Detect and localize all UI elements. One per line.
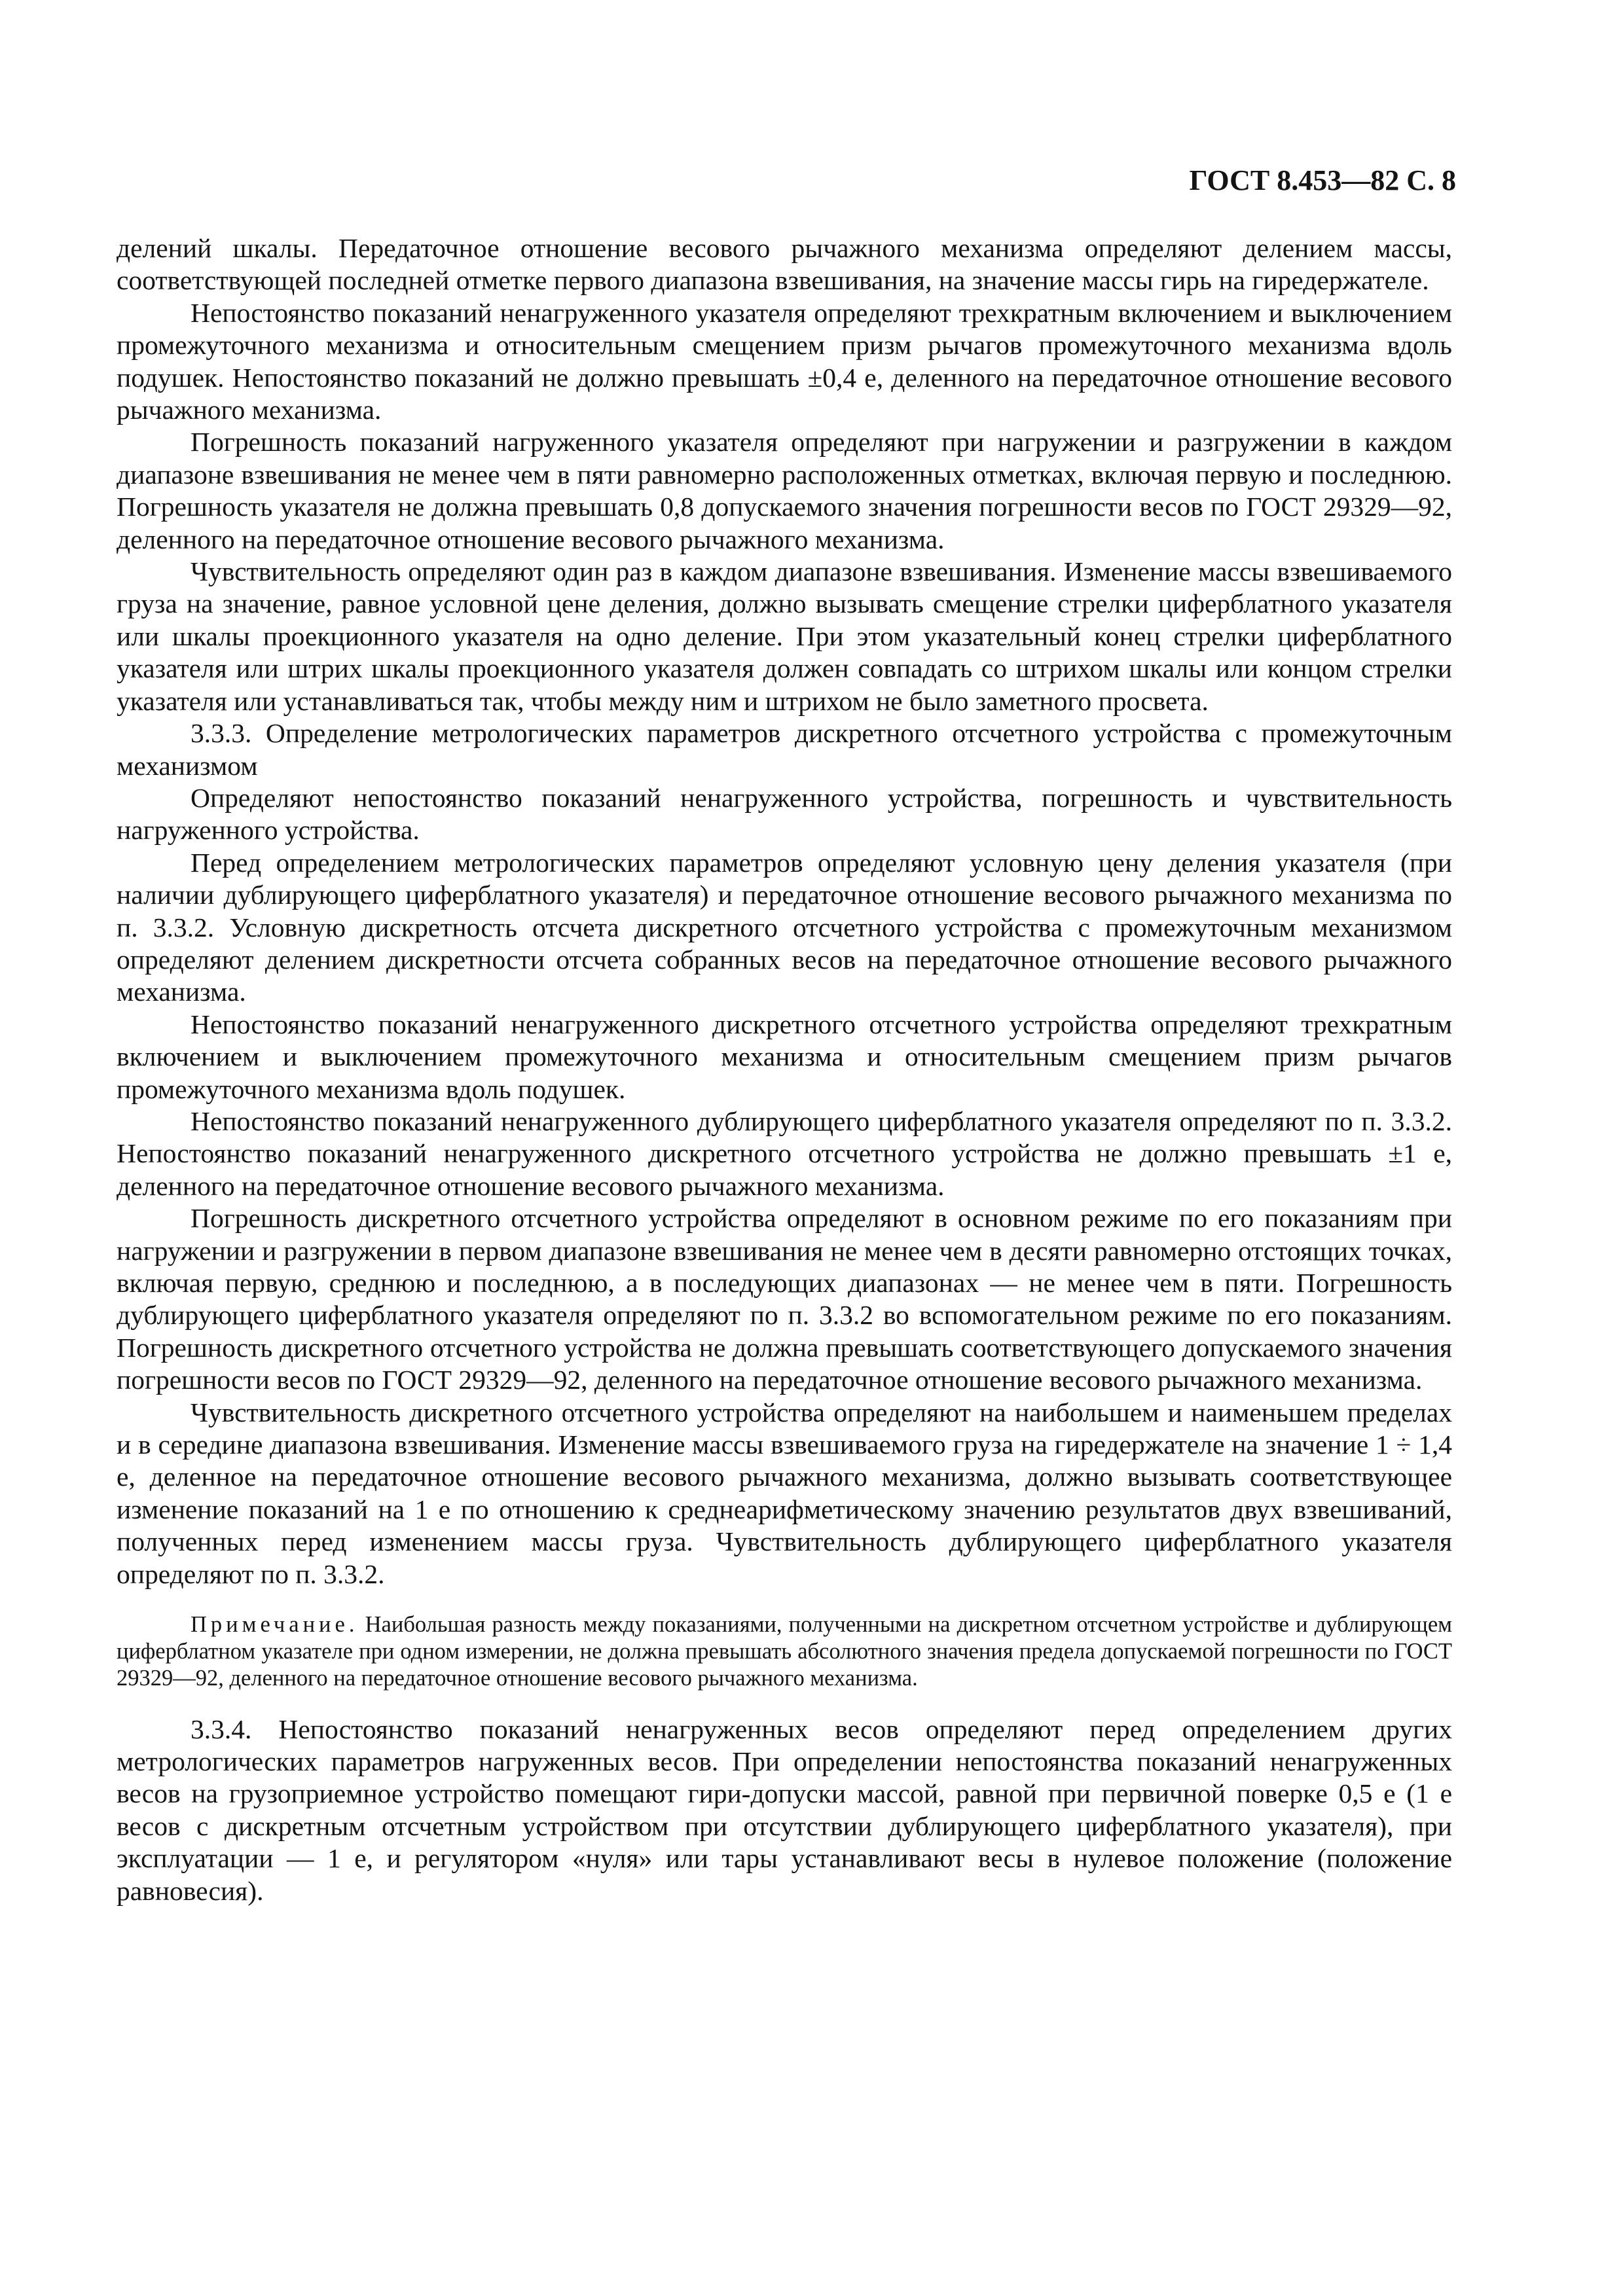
paragraph-continuation: делений шкалы. Передаточное отношение весового рычажного механизма определяют делением массы, соответствующей последней отметке первого диапазона взвешивания, на значение массы гирь на гиредержателе. <box>117 233 1452 296</box>
document-body <box>117 232 1452 1907</box>
paragraph-unloaded-indicator-variation: Непостоянство показаний ненагруженного указателя определяют трехкратным включением и выключением промежуточного механизма и относительным смещением призм рычагов промежуточного механизма вдоль подушек. Непостоянство показаний не должно превышать ±0,4 е, деленного на передаточное отношение весового рычажного механизма. <box>117 297 1452 425</box>
paragraph-discrete-device-sensitivity: Чувствительность дискретного отсчетного устройства определяют на наибольшем и наименьшем пределах и в середине диапазона взвешивания. Изменение массы взвешиваемого груза на гиредержателе на значение 1 ÷ 1,4 е, деленное на передаточное отношение весового рычажного механизма, должно вызывать соответствующее изменение показаний на 1 е по отношению к среднеарифметическому значению результатов двух взвешиваний, полученных перед изменением массы груза. Чувствительность дублирующего циферблатного указателя определяют по п. 3.3.2. <box>117 1397 1452 1589</box>
paragraph-loaded-indicator-error: Погрешность показаний нагруженного указателя определяют при нагружении и разгружении в каждом диапазоне взвешивания не менее чем в пяти равномерно расположенных отметках, включая первую и последнюю. Погрешность указателя не должна превышать 0,8 допускаемого значения погрешности весов по ГОСТ 29329—92, деленного на передаточное отношение весового рычажного механизма. <box>117 427 1452 554</box>
note-text: Наибольшая разность между показаниями, полученными на дискретном отсчетном устройстве и дублирующем циферблатном указателе при одном измерении, не должна превышать абсолютного значения предела допускаемой погрешности по ГОСТ 29329—92, деленного на передаточное отношение весового рычажного механизма. <box>117 1612 1452 1691</box>
note-label: Примечание. <box>191 1612 359 1638</box>
page-header: ГОСТ 8.453—82 С. 8 <box>1189 164 1456 196</box>
note-block <box>117 1611 1452 1693</box>
paragraph-dial-indicator-variation: Непостоянство показаний ненагруженного дублирующего циферблатного указателя определяют по п. 3.3.2. Непостоянство показаний ненагруженного дискретного отсчетного устройства не должно превышать ±1 е, деленного на передаточное отношение весового рычажного механизма. <box>117 1105 1452 1201</box>
paragraph-discrete-device-variation: Непостоянство показаний ненагруженного дискретного отсчетного устройства определяют трехкратным включением и выключением промежуточного механизма и относительным смещением призм рычагов промежуточного механизма вдоль подушек. <box>117 1009 1452 1104</box>
paragraph-determine-parameters: Определяют непостоянство показаний ненагруженного устройства, погрешность и чувствительность нагруженного устройства. <box>117 782 1452 846</box>
paragraph-before-determination: Перед определением метрологических параметров определяют условную цену деления указателя (при наличии дублирующего циферблатного указателя) и передаточное отношение весового рычажного механизма по п. 3.3.2. Условную дискретность отсчета дискретного отсчетного устройства с промежуточным механизмом определяют делением дискретности отсчета собранных весов на передаточное отношение весового рычажного механизма. <box>117 847 1452 1007</box>
section-3-3-4-paragraph: 3.3.4. Непостоянство показаний ненагруженных весов определяют перед определением других метрологических параметров нагруженных весов. При определении непостоянства показаний ненагруженных весов на грузоприемное устройство помещают гири-допуски массой, равной при первичной поверке 0,5 е (1 е весов с дискретным отсчетным устройством при отсутствии дублирующего циферблатного указателя), при эксплуатации — 1 е, и регулятором «нуля» или тары устанавливают весы в нулевое положение (положение равновесия). <box>117 1713 1452 1906</box>
paragraph-discrete-device-error: Погрешность дискретного отсчетного устройства определяют в основном режиме по его показаниям при нагружении и разгружении в первом диапазоне взвешивания не менее чем в десяти равномерно отстоящих точках, включая первую, среднюю и последнюю, а в последующих диапазонах — не менее чем в пяти. Погрешность дублирующего циферблатного указателя определяют по п. 3.3.2 во вспомогательном режиме по его показаниям. Погрешность дискретного отсчетного устройства не должна превышать соответствующего допускаемого значения погрешности весов по ГОСТ 29329—92, деленного на передаточное отношение весового рычажного механизма. <box>117 1203 1452 1395</box>
paragraph-sensitivity: Чувствительность определяют один раз в каждом диапазоне взвешивания. Изменение массы взвешиваемого груза на значение, равное условной цене деления, должно вызывать смещение стрелки циферблатного указателя или шкалы проекционного указателя на одно деление. При этом указательный конец стрелки циферблатного указателя или штрих шкалы проекционного указателя должен совпадать со штрихом шкалы или концом стрелки указателя или устанавливаться так, чтобы между ним и штрихом не было заметного просвета. <box>117 556 1452 716</box>
section-3-3-3-heading: 3.3.3. Определение метрологических параметров дискретного отсчетного устройства с промежуточным механизмом <box>117 718 1452 781</box>
